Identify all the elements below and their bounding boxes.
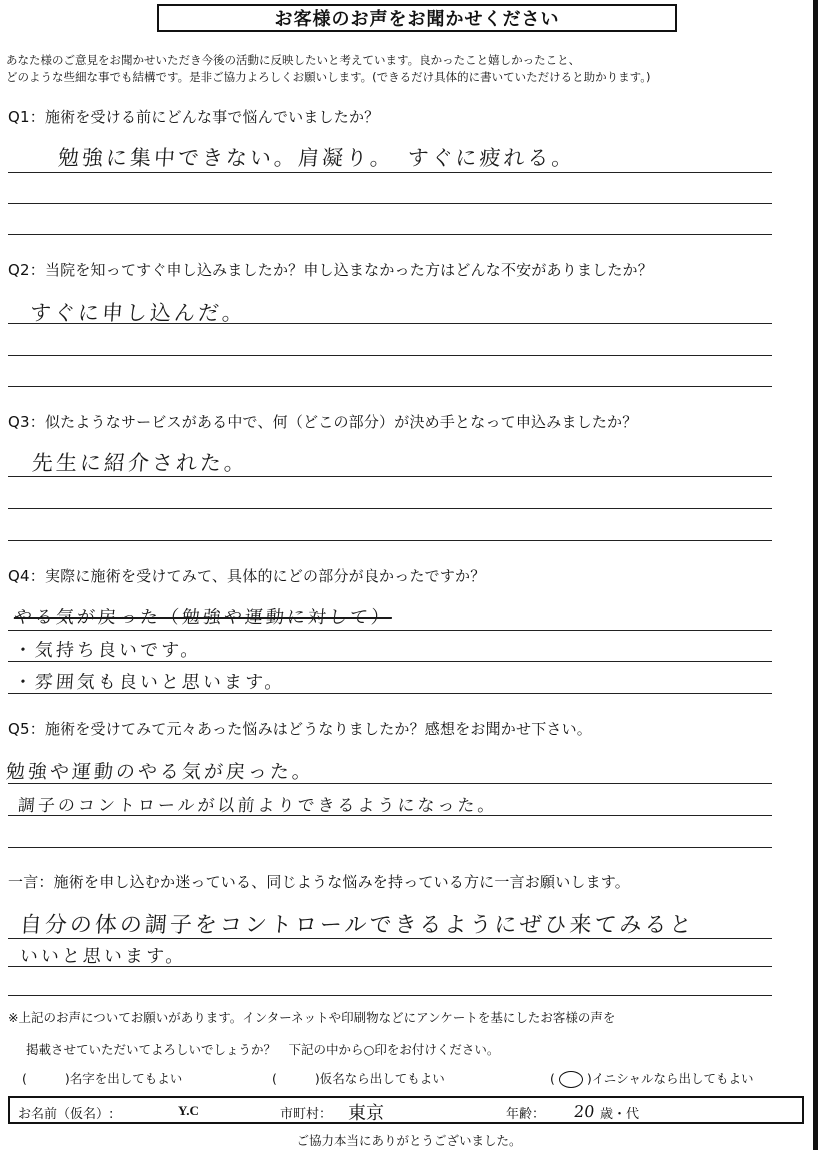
handwritten-answer-struck: やる気が戻った（勉強や運動に対して） xyxy=(13,607,393,628)
answer-rule xyxy=(8,476,772,477)
respondent-info-box xyxy=(8,1096,804,1124)
handwritten-answer: 調子のコントロールが以前よりできるようになった。 xyxy=(17,796,499,816)
answer-rule xyxy=(8,966,772,967)
scan-edge xyxy=(813,0,818,1150)
option-paren: ( xyxy=(22,1071,27,1086)
name-value: Y.C xyxy=(178,1103,199,1118)
answer-rule xyxy=(8,540,772,541)
answer-rule xyxy=(8,172,772,173)
answer-rule xyxy=(8,847,772,848)
answer-rule xyxy=(8,783,772,784)
handwritten-answer: 勉強に集中できない。肩凝り。 すぐに疲れる。 xyxy=(57,146,577,170)
intro-line: あなた様のご意見をお聞かせいただき今後の活動に反映したいと考えています。良かったこと嬉しかったこと、 xyxy=(6,53,581,67)
question-label-q2: Q2：当院を知ってすぐ申し込みましたか？申し込まなかった方はどんな不安がありましたか？ xyxy=(8,261,653,279)
answer-rule xyxy=(8,355,772,356)
answer-rule xyxy=(8,234,772,235)
question-label-q4: Q4：実際に施術を受けてみて、具体的にどの部分が良かったですか？ xyxy=(8,567,486,585)
answer-rule xyxy=(8,508,772,509)
option-label: )名字を出してもよい xyxy=(64,1071,183,1086)
answer-rule xyxy=(8,938,772,939)
city-label: 市町村： xyxy=(280,1107,333,1122)
question-label-q5: Q5：施術を受けてみて元々あった悩みはどうなりましたか？感想をお聞かせ下さい。 xyxy=(8,720,593,738)
option-label: )イニシャルなら出してもよい xyxy=(586,1071,754,1086)
city-value: 東京 xyxy=(348,1103,384,1124)
form-title: お客様のお声をお聞かせください xyxy=(157,4,677,32)
handwritten-answer: ・気持ち良いです。 xyxy=(13,640,203,661)
answer-rule xyxy=(8,693,772,694)
question-label-comment: 一言：施術を申し込むか迷っている、同じような悩みを持っている方に一言お願いします。 xyxy=(8,873,631,891)
handwritten-answer: 先生に紹介された。 xyxy=(31,451,249,475)
intro-text xyxy=(6,52,650,86)
selected-circle-icon xyxy=(559,1071,583,1088)
handwritten-answer: すぐに申し込んだ。 xyxy=(29,301,247,325)
option-pseudonym[interactable] xyxy=(272,1069,445,1087)
age-value: 20 xyxy=(573,1102,596,1121)
answer-rule xyxy=(8,630,772,631)
handwritten-answer: 勉強や運動のやる気が戻った。 xyxy=(5,761,315,783)
option-label: )仮名なら出してもよい xyxy=(314,1071,445,1086)
option-surname[interactable] xyxy=(22,1069,182,1087)
publication-notice: 掲載させていただいてよろしいでしょうか？ 下記の中から○印をお付けください。 xyxy=(26,1042,500,1057)
thanks-message: ご協力本当にありがとうございました。 xyxy=(296,1133,522,1148)
age-label: 年齢： xyxy=(506,1107,546,1122)
answer-rule xyxy=(8,815,772,816)
option-initials[interactable] xyxy=(550,1069,754,1088)
answer-rule xyxy=(8,386,772,387)
age-suffix: 歳・代 xyxy=(600,1107,640,1122)
answer-rule xyxy=(8,203,772,204)
handwritten-answer: いいと思います。 xyxy=(19,946,188,967)
answer-rule xyxy=(8,323,772,324)
answer-rule xyxy=(8,995,772,996)
option-paren: ( xyxy=(550,1071,555,1086)
handwritten-answer: 自分の体の調子をコントロールできるようにぜひ来てみると xyxy=(18,913,696,938)
handwritten-answer: ・雰囲気も良いと思います。 xyxy=(13,672,287,693)
publication-notice: ※上記のお声についてお願いがあります。インターネットや印刷物などにアンケートを基にしたお客様の声を xyxy=(8,1010,616,1025)
question-label-q1: Q1：施術を受ける前にどんな事で悩んでいましたか？ xyxy=(8,108,380,126)
option-paren: ( xyxy=(272,1071,277,1086)
name-label: お名前（仮名）: xyxy=(18,1107,114,1122)
question-label-q3: Q3：似たようなサービスがある中で、何（どこの部分）が決め手となって申込みましたか？ xyxy=(8,413,638,431)
intro-line: どのような些細な事でも結構です。是非ご協力よろしくお願いします。(できるだけ具体的に書いていただけると助かります。) xyxy=(6,70,651,84)
answer-rule xyxy=(8,661,772,662)
